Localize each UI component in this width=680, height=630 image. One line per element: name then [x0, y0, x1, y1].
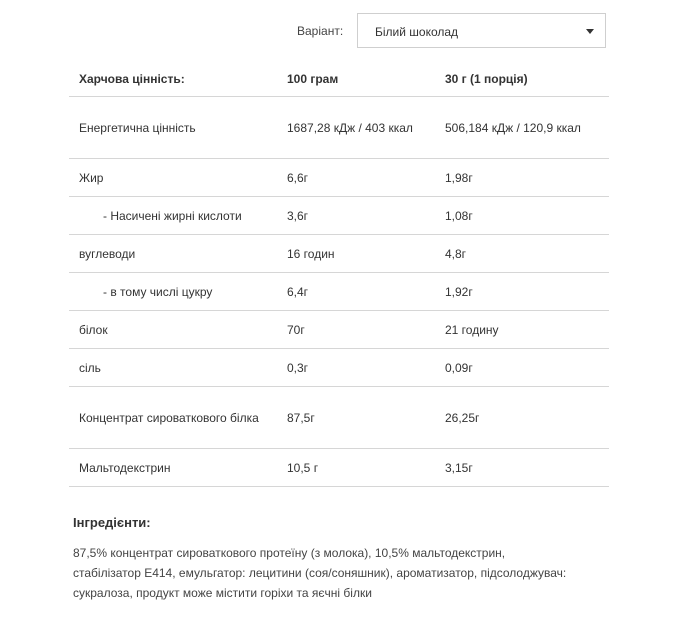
nutrient-per-serving: 21 годину [435, 311, 609, 349]
nutrient-per-100g: 10,5 г [277, 449, 435, 487]
nutrient-per-serving: 1,98г [435, 159, 609, 197]
nutrition-table [69, 61, 609, 487]
table-row [69, 197, 609, 235]
nutrient-per-100g: 70г [277, 311, 435, 349]
nutrient-per-100g: 3,6г [277, 197, 435, 235]
nutrient-name: - Насичені жирні кислоти [69, 197, 277, 235]
nutrient-name: Жир [69, 159, 277, 197]
table-row [69, 349, 609, 387]
ingredients-heading: Інгредієнти: [73, 515, 151, 530]
nutrient-name: Мальтодекстрин [69, 449, 277, 487]
nutrient-per-serving: 4,8г [435, 235, 609, 273]
table-row [69, 273, 609, 311]
table-row [69, 311, 609, 349]
nutrient-per-serving: 1,92г [435, 273, 609, 311]
variant-dropdown[interactable] [357, 13, 606, 48]
nutrient-per-100g: 16 годин [277, 235, 435, 273]
table-row [69, 159, 609, 197]
column-header-per-serving: 30 г (1 порція) [435, 61, 609, 97]
nutrient-per-100g: 1687,28 кДж / 403 ккал [277, 97, 435, 159]
nutrient-name: вуглеводи [69, 235, 277, 273]
table-row [69, 97, 609, 159]
nutrient-per-100g: 6,4г [277, 273, 435, 311]
variant-selector-row [0, 13, 680, 50]
table-row [69, 235, 609, 273]
nutrient-per-serving: 3,15г [435, 449, 609, 487]
nutrient-per-serving: 26,25г [435, 387, 609, 449]
nutrient-per-serving: 0,09г [435, 349, 609, 387]
column-header-per-100g: 100 грам [277, 61, 435, 97]
nutrient-name: сіль [69, 349, 277, 387]
table-row [69, 449, 609, 487]
column-header-nutrient: Харчова цінність: [69, 61, 277, 97]
ingredients-text: 87,5% концентрат сироваткового протеїну (з молока), 10,5% мальтодекстрин, стабілізатор Е414, емульгатор: лецитини (соя/соняшник), ароматизатор, підсолоджувач: сукралоза, продукт може містити горіхи та яєчні білки [73, 546, 567, 600]
variant-label: Варіант: [297, 24, 344, 38]
nutrient-per-100g: 0,3г [277, 349, 435, 387]
nutrient-per-serving: 506,184 кДж / 120,9 ккал [435, 97, 609, 159]
variant-selected-value: Білий шоколад [375, 25, 459, 39]
nutrient-per-100g: 6,6г [277, 159, 435, 197]
nutrient-name: Концентрат сироваткового білка [69, 387, 277, 449]
nutrient-name: - в тому числі цукру [69, 273, 277, 311]
chevron-down-icon [586, 29, 594, 34]
nutrient-name: білок [69, 311, 277, 349]
table-header-row [69, 61, 609, 97]
nutrient-per-100g: 87,5г [277, 387, 435, 449]
table-row [69, 387, 609, 449]
nutrient-name: Енергетична цінність [69, 97, 277, 159]
nutrient-per-serving: 1,08г [435, 197, 609, 235]
